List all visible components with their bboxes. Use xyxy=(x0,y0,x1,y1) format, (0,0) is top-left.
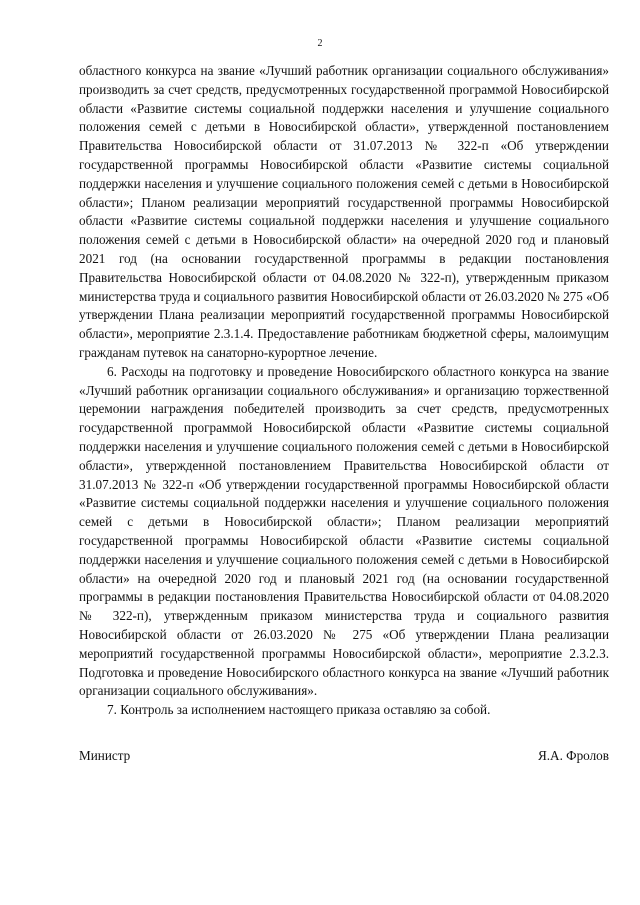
signature-block xyxy=(79,748,609,764)
signatory-name: Я.А. Фролов xyxy=(537,748,609,763)
paragraph-item-7: 7. Контроль за исполнением настоящего приказа оставляю за собой. xyxy=(107,702,491,718)
signatory-position: Министр xyxy=(79,748,131,763)
document-body xyxy=(79,62,609,720)
paragraph-item-6: 6. Расходы на подготовку и проведение Новосибирского областного конкурса на звание «Лучший работник организации социального обслуживания» и организацию торжественной церемонии награждения победителей производить за счет средств, предусмотренных государственной программой Новосибирской области «Развитие системы социальной поддержки населения и улучшение социального положения семей с детьми в Новосибирской области», утвержденной постановлением Правительства Новосибирской области от 31.07.2013 № 322-п «Об утверждении государственной программы Новосибирской области «Развитие системы социальной поддержки населения и улучшение социального положения семей с детьми в Новосибирской области»; Планом реализации мероприятий государственной программы Новосибирской области «Развитие системы социальной поддержки населения и улучшение социального положения семей с детьми в Новосибирской области» на очередной 2020 год и плановый 2021 год (на основании государственной программы в редакции постановления Правительства Новосибирской области от 04.08.2020 № 322-п), утвержденным приказом министерства труда и социального развития Новосибирской области от 26.03.2020 № 275 «Об утверждении Плана реализации мероприятий государственной программы Новосибирской области», мероприятие 2.3.2.3. Подготовка и проведение Новосибирского областного конкурса на звание «Лучший работник организации социального обслуживания». xyxy=(79,363,609,699)
paragraph-continuation: областного конкурса на звание «Лучший работник организации социального обслуживания» производить за счет средств, предусмотренных государственной программой Новосибирской области «Развитие системы социальной поддержки населения и улучшение социального положения семей с детьми в Новосибирской области», утвержденной постановлением Правительства Новосибирской области от 31.07.2013 № 322-п «Об утверждении государственной программы Новосибирской области «Развитие системы социальной поддержки населения и улучшение социального положения семей с детьми в Новосибирской области»; Планом реализации мероприятий государственной программы Новосибирской области «Развитие системы социальной поддержки населения и улучшение социального положения семей с детьми в Новосибирской области» на очередной 2020 год и плановый 2021 год (на основании государственной программы в редакции постановления Правительства Новосибирской области от 04.08.2020 № 322-п), утвержденным приказом министерства труда и социального развития Новосибирской области от 26.03.2020 № 275 «Об утверждении Плана реализации мероприятий государственной программы Новосибирской области», мероприятие 2.3.1.4. Предоставление работникам бюджетной сферы, малоимущим гражданам путевок на санаторно-курортное лечение. xyxy=(79,63,609,360)
page-number: 2 xyxy=(317,38,323,49)
